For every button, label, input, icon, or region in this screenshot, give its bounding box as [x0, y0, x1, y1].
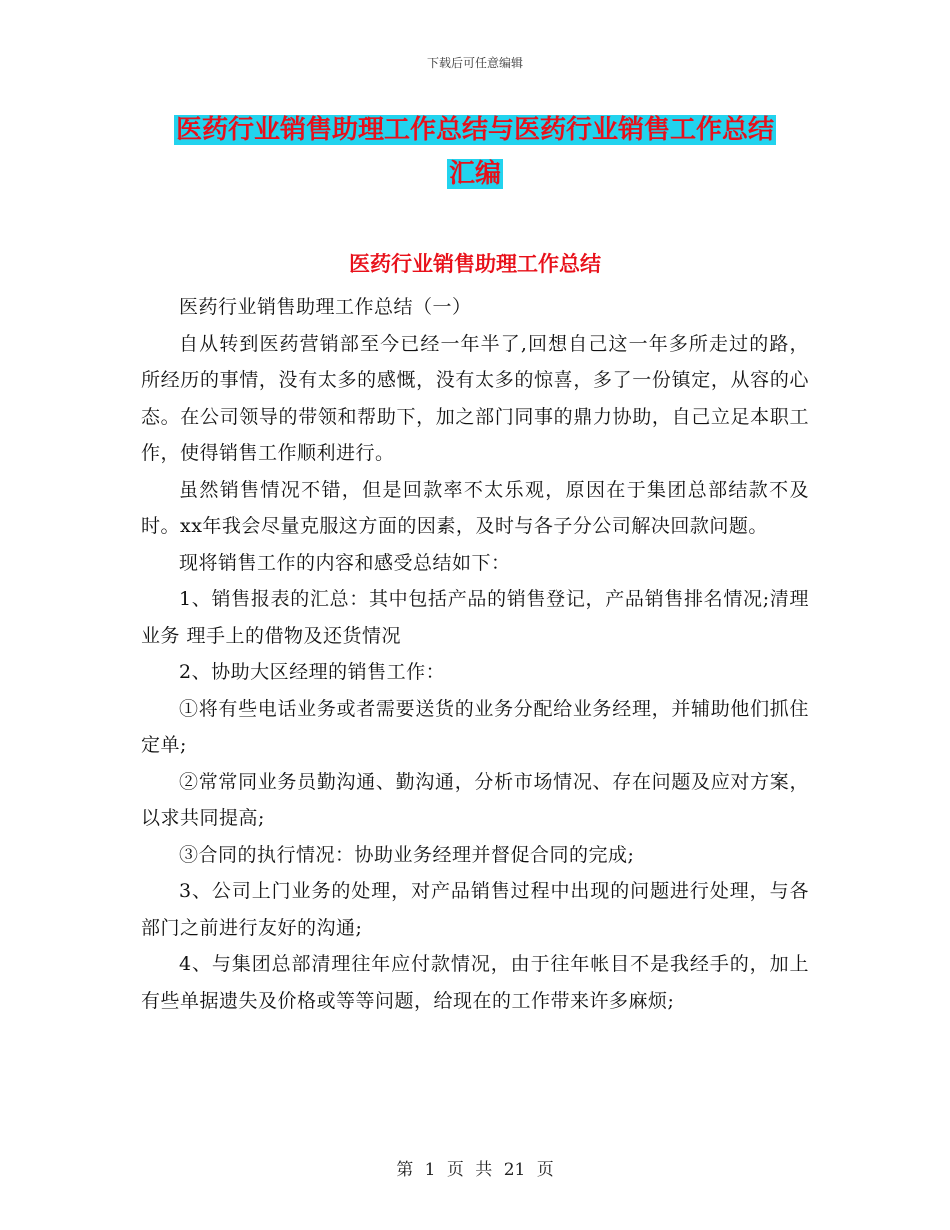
- paragraph: 现将销售工作的内容和感受总结如下：: [179, 551, 511, 574]
- paragraph: ①将有些电话业务或者需要送货的业务分配给业务经理，并辅助他们抓住定单;: [141, 697, 809, 756]
- document-body: [141, 289, 809, 1019]
- paragraph: 医药行业销售助理工作总结（一）: [179, 296, 472, 318]
- page-number-footer: 第 1 页 共 21 页: [396, 1160, 554, 1180]
- paragraph: 2、协助大区经理的销售工作：: [179, 661, 446, 683]
- paragraph: 3、公司上门业务的处理，对产品销售过程中出现的问题进行处理，与各部门之前进行友好的沟通;: [141, 880, 809, 939]
- paragraph: ②常常同业务员勤沟通、勤沟通，分析市场情况、存在问题及应对方案，以求共同提高;: [141, 770, 809, 829]
- header-note: 下载后可任意编辑: [426, 56, 523, 70]
- paragraph: 1、销售报表的汇总：其中包括产品的销售登记，产品销售排名情况;清理业务 理手上的借物及还货情况: [141, 588, 809, 647]
- document-title: [140, 108, 810, 196]
- paragraph: 4、与集团总部清理往年应付款情况，由于往年帐目不是我经手的，加上有些单据遗失及价格或等等问题，给现在的工作带来许多麻烦;: [141, 953, 809, 1012]
- title-line-1: 医药行业销售助理工作总结与医药行业销售工作总结: [175, 115, 774, 145]
- section-title: 医药行业销售助理工作总结: [349, 252, 601, 276]
- title-line-2: 汇编: [448, 159, 501, 189]
- paragraph: 自从转到医药营销部至今已经一年半了,回想自己这一年多所走过的路，所经历的事情，没有太多的感慨，没有太多的惊喜，多了一份镇定，从容的心态。在公司领导的带领和帮助下，加之部门同事的鼎力协助，自己立足本职工作，使得销售工作顺利进行。: [141, 332, 809, 464]
- paragraph: ③合同的执行情况：协助业务经理并督促合同的完成;: [179, 843, 635, 866]
- paragraph: 虽然销售情况不错，但是回款率不太乐观，原因在于集团总部结款不及时。xx年我会尽量克服这方面的因素，及时与各子分公司解决回款问题。: [141, 478, 809, 537]
